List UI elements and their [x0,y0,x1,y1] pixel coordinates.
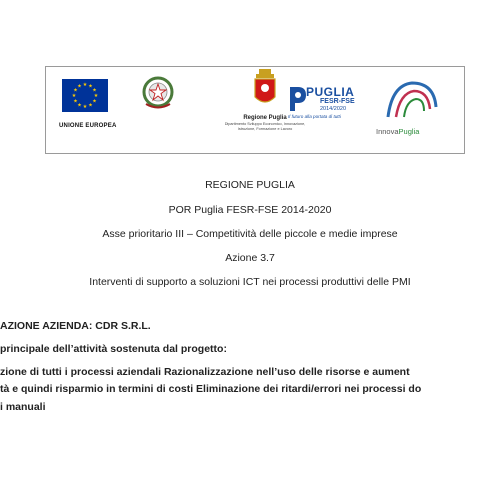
svg-text:★: ★ [77,83,82,90]
puglia-years: 2014/2020 [320,106,346,112]
svg-text:★: ★ [92,87,97,94]
italian-republic-emblem [138,73,178,118]
svg-text:★: ★ [73,87,78,94]
header-por: POR Puglia FESR-FSE 2014-2020 [168,204,332,216]
innova-text: Innova [376,127,399,136]
description-line-1: zione di tutti i processi aziendali Razionalizzazione nell’uso delle risorse e aument [0,366,410,378]
svg-text:★: ★ [82,82,88,88]
puglia-p-icon [288,85,308,113]
header-azione: Azione 3.7 [225,252,275,264]
svg-text:★: ★ [71,93,77,99]
puglia-tagline: Il futuro alla portata di tutti [288,114,341,119]
svg-text:★: ★ [88,83,93,90]
svg-text:★: ★ [77,102,82,109]
innovapuglia-wordmark [376,127,419,136]
azienda-line: AZIONE AZIENDA: CDR S.R.L. [0,320,151,332]
svg-text:★: ★ [93,93,99,99]
eu-caption: UNIONE EUROPEA [59,123,117,129]
emblem-icon [138,73,178,113]
description-heading: principale dell’attività sostenuta dal progetto: [0,343,227,355]
regione-puglia-name: Regione Puglia [243,115,287,121]
regione-puglia-subtitle: Dipartimento Sviluppo Economico, Innovazione, Istruzione, Formazione e Lavoro [224,122,306,131]
eu-logo [59,79,117,129]
innova-puglia-text: Puglia [398,127,420,136]
header-asse: Asse prioritario III – Competitività delle piccole e medie imprese [102,228,398,240]
innovapuglia-swirl-icon [382,77,442,125]
puglia-fesr: FESR-FSE [320,98,355,105]
header-regione: REGIONE PUGLIA [205,179,295,191]
description-line-2: tà e quindi risparmio in termini di costi Eliminazione dei ritardi/errori nei processi do [0,383,422,395]
svg-text:★: ★ [82,104,88,110]
logo-strip [45,66,465,154]
svg-text:★: ★ [73,98,78,105]
header-interventi: Interventi di supporto a soluzioni ICT nei processi produttivi delle PMI [89,276,411,288]
description-line-3: i manuali [0,401,46,413]
eu-flag-icon [62,79,108,112]
svg-text:★: ★ [92,98,97,105]
puglia-word: PUGLIA [306,85,355,99]
svg-text:★: ★ [88,102,93,109]
regione-puglia-crest-icon [251,69,279,109]
